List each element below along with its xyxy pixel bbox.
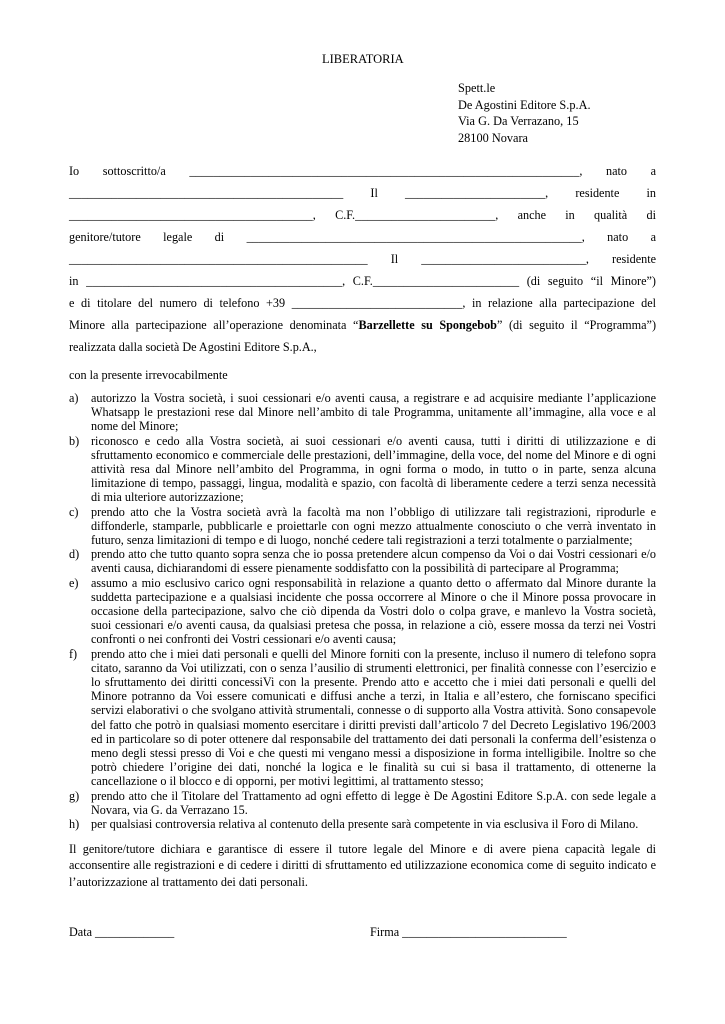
date-field[interactable]: Data _____________ [69, 925, 175, 939]
clause-label: f) [69, 646, 78, 661]
clause-text: autorizzo la Vostra società, i suoi cessionari e/o aventi causa, a registrare e ad acquisire mediante l’applicazione Whatsapp le prestazioni rese dal Minore nell’ambito di tale Programma, unitamente all’immagine, alla voce e al nome del Minore; [91, 391, 656, 434]
clause-item [69, 789, 656, 817]
clause-item [69, 505, 656, 548]
recipient-line: Spett.le [458, 81, 496, 95]
form-line-phone[interactable]: e di titolare del numero di telefono +39 ____________________________, in relazione alla partecipazione del [69, 296, 656, 310]
recipient-line: Via G. Da Verrazano, 15 [458, 114, 579, 128]
form-line-minor-name[interactable]: genitore/tutore legale di _______________________________________________________, nato a [69, 230, 656, 244]
clause-label: h) [69, 817, 80, 832]
clause-text: prendo atto che il Titolare del Trattamento ad ogni effetto di legge è De Agostini Editore S.p.A. con sede legale a Novara, via G. da Verrazano 15. [91, 788, 656, 817]
clause-label: c) [69, 504, 79, 519]
clause-text: prendo atto che i miei dati personali e quelli del Minore forniti con la presente, incluso il numero di telefono sopra citato, saranno da Voi utilizzati, con o senza l’ausilio di strumenti elettronici, per finalità connesse con l’esercizio e lo sfruttamento dei diritti concessiVi con la presente. Prendo atto e accetto che i miei dati personali e quelli del Minore potranno da Voi essere comunicati e diffusi anche a terzi, in Italia e all’estero, che forniscano specifici servizi elaborativi o che svolgano attività strumentali, connesse o di supporto alla Vostra attività. Sono consapevole del fatto che potrò in qualsiasi momento esercitare i diritti previsti dall’articolo 7 del Decreto Legislativo 196/2003 ed in particolare so di poter ottenere dal responsabile del trattamento dei dati personali la conferma dell’esistenza o meno degli stessi presso di Voi e che questi mi vengano messi a disposizione in forma intelligibile. Inoltre so che potrò chiedere l’origine dei dati, nonché la logica e le finalità su cui si basa il trattamento, di ottenerne la cancellazione o il blocco e di opporni, per motivi legittimi, al trattamento stesso; [91, 646, 656, 789]
form-line-minor-birth[interactable]: _________________________________________________ Il ___________________________, residente [69, 252, 656, 266]
clause-item [69, 391, 656, 434]
clauses-list [69, 391, 656, 831]
clause-item [69, 547, 656, 575]
program-line-suffix: ” (di seguito il “Programma”) [496, 318, 657, 332]
clause-text: riconosco e cedo alla Vostra società, ai suoi cessionari e/o aventi causa, tutti i diritti di utilizzazione e di sfruttamento economico e commerciale delle prestazioni, dell’immagine, della voce, del nome del Minore e di ogni attività resa dal Minore nell’ambito del Programma, in ogni forma o modo, in tutto o in parte, senza alcuna limitazione di tempo, passaggi, lingua, modalità e spazio, con facoltà di liberamente cedere a terzi senza necessità di mia ulteriore autorizzazione; [91, 433, 656, 505]
intro-text: con la presente irrevocabilmente [69, 368, 228, 382]
clause-label: b) [69, 433, 80, 448]
recipient-line: 28100 Novara [458, 130, 529, 145]
clause-item [69, 576, 656, 647]
closing-paragraph: Il genitore/tutore dichiara e garantisce di essere il tutore legale del Minore e di avere piena capacità legale di acconsentire alle registrazioni e di cedere i diritti di sfruttamento ed utilizzazione economica come di seguito indicato e l’autorizzazione al trattamento dei dati personali. [69, 842, 656, 889]
recipient-line: De Agostini Editore S.p.A. [458, 97, 591, 112]
clause-text: prendo atto che la Vostra società avrà la facoltà ma non l’obbligo di utilizzare tali registrazioni, riprodurle e diffonderle, stamparle, pubblicarle e proiettarle con ogni mezzo attualmente conosciuto o che verrà inventato in futuro, senza limitazioni di tempo e di luogo, nonché cedere tali registrazioni a terzi totalmente o parzialmente; [91, 504, 656, 548]
form-line-minor-residence[interactable]: in __________________________________________, C.F.________________________ (di seguito “il Minore”) [69, 274, 656, 288]
document-title: LIBERATORIA [322, 52, 404, 66]
program-name: Barzellette su Spongebob [358, 318, 497, 332]
clause-text: per qualsiasi controversia relativa al contenuto della presente sarà competente in via esclusiva il Foro di Milano. [91, 817, 639, 832]
form-line-residence-cf[interactable]: ________________________________________, C.F._______________________, anche in qualità di [69, 208, 656, 222]
clause-text: prendo atto che tutto quanto sopra senza che io possa pretendere alcun compenso da Voi o dai Vostri cessionari e/o aventi causa, dichiarandomi di essere pienamente soddisfatto con la possibilità di partecipare al Programma; [91, 547, 656, 576]
signature-field[interactable]: Firma ___________________________ [370, 925, 567, 939]
form-line-company: realizzata dalla società De Agostini Editore S.p.A., [69, 340, 317, 354]
clause-label: g) [69, 788, 80, 803]
clause-item [69, 434, 656, 505]
program-line-prefix: Minore alla partecipazione all’operazione denominata “ [69, 318, 359, 332]
recipient-address [458, 80, 591, 146]
form-line-declarant-name[interactable]: Io sottoscritto/a ________________________________________________________________, nato a [69, 164, 656, 178]
clause-label: e) [69, 575, 79, 590]
clause-label: a) [69, 391, 79, 405]
form-line-program [69, 318, 656, 333]
clause-label: d) [69, 547, 80, 562]
form-line-birthplace-date[interactable]: _____________________________________________ Il _______________________, residente in [69, 186, 656, 200]
clause-item [69, 647, 656, 789]
clause-text: assumo a mio esclusivo carico ogni responsabilità in relazione a quanto detto o affermato dal Minore durante la suddetta partecipazione e a qualsiasi incidente che possa occorrere al Minore o che il Minore possa provocare in occasione della partecipazione, salvo che ciò dipenda da Vostri dolo o colpa grave, e manlevo la Vostra società, suoi cessionari e/o aventi causa, da qualsiasi pretesa che possa, in relazione a ciò, essere mossa da terzi nei Vostri confronti o nei confronti dei Vostri cessionari e/o aventi causa; [91, 575, 656, 647]
clause-item [69, 817, 656, 831]
